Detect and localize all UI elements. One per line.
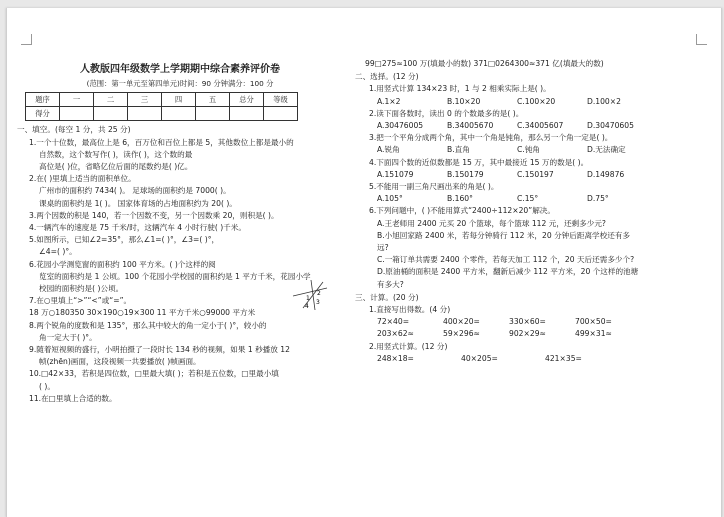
exam-page xyxy=(6,8,722,517)
answer-option[interactable]: A.1×2 xyxy=(377,96,401,106)
calc-item: 499×31≈ xyxy=(575,329,612,339)
answer-option[interactable]: A.151079 xyxy=(377,169,414,179)
question-line: ∠4=( )°。 xyxy=(39,247,77,257)
score-header-cell: 四 xyxy=(162,93,196,107)
question-line: 7.在○里填上“>”“<”或“=”。 xyxy=(29,296,132,306)
question-line: 6.下列问题中，( )不能用算式“2400÷112×20”解决。 xyxy=(369,206,555,216)
crop-mark xyxy=(696,34,707,45)
question-line: 5.如图所示，已知∠2=35°，那么∠1=( )°，∠3=( )°， xyxy=(29,235,220,245)
score-cell[interactable] xyxy=(162,107,196,121)
question-line: C.一箱订单共需要 2400 个零件，若每天加工 112 个，20 天后还需多少个? xyxy=(377,255,635,265)
answer-option[interactable]: B.10×20 xyxy=(447,96,481,106)
question-line: D.原油桶的面积是 2400 平方米，翻新后减少 112 平方米，20 个这样的池塘 xyxy=(377,267,639,277)
question-line: 2.读下面各数时，读出 0 的个数最多的是( )。 xyxy=(369,108,524,118)
question-line: 4.一辆汽车的速度是 75 千米/时，这辆汽车 4 小时行驶( )千米。 xyxy=(29,223,246,233)
answer-options xyxy=(355,120,685,132)
answer-options xyxy=(355,193,685,205)
calc-item: 400×20= xyxy=(443,317,480,327)
crop-mark xyxy=(21,34,32,45)
score-cell[interactable] xyxy=(230,107,264,121)
question-line: 2.用竖式计算。(12 分) xyxy=(369,341,448,351)
question-line: B.小旭回家路 2400 米，若每分钟骑行 112 米，20 分钟后距离学校还有多 xyxy=(377,230,631,240)
calc-item: 72×40= xyxy=(377,317,410,327)
answer-option[interactable]: A.105° xyxy=(377,194,403,204)
question-line: 帧(zhēn)画面，这段视频一共要播放( )帧画面。 xyxy=(39,357,201,367)
calc-item: 330×60= xyxy=(509,317,546,327)
answer-option[interactable]: C.34005607 xyxy=(517,121,564,131)
question-line: 11.在□里填上合适的数。 xyxy=(29,393,117,403)
question-line: 课桌的面积约是 1( )。 国家体育场的占地面积约为 20( )。 xyxy=(39,198,237,208)
score-cell[interactable] xyxy=(264,107,298,121)
left-column xyxy=(17,56,343,405)
score-cell[interactable] xyxy=(128,107,162,121)
answer-option[interactable]: B.160° xyxy=(447,194,473,204)
calc-item: 700×50= xyxy=(575,317,612,327)
section-heading: 一、填空。(每空 1 分，共 25 分) xyxy=(17,125,131,135)
answer-option[interactable]: B.34005670 xyxy=(447,121,494,131)
score-table xyxy=(25,92,298,121)
score-cell[interactable] xyxy=(196,107,230,121)
calc-item: 421×35= xyxy=(545,353,582,363)
question-line: 8.两个锐角的度数和是 135°，那么其中较大的角一定小于( )°，较小的 xyxy=(29,320,267,330)
answer-options xyxy=(355,169,685,181)
question-line: 10.□42×33，若积是四位数，□里最大填( )；若积是五位数，□里最小填 xyxy=(29,369,279,379)
question-line: 高位是( )位，省略亿位后面的尾数约是( )亿。 xyxy=(39,162,193,172)
question-line: 3.把一个平角分成两个角，其中一个角是钝角，那么另一个角一定是( )。 xyxy=(369,133,613,143)
calc-item: 248×18= xyxy=(377,353,414,363)
question-line: 1.用竖式计算 134×23 时，1 与 2 相乘实际上是( )。 xyxy=(369,84,551,94)
score-row xyxy=(26,107,298,121)
answer-option[interactable]: D.无法确定 xyxy=(587,145,626,155)
section-heading: 三、计算。(20 分) xyxy=(355,292,419,302)
page-subtitle: (范围：第一单元至第四单元)时间：90 分钟满分：100 分 xyxy=(86,79,274,89)
angle-label: 1 xyxy=(306,295,310,302)
calc-item: 59×296≈ xyxy=(443,329,480,339)
question-line: 99□275≈100 万(填最小的数) 371□0264300≈371 亿(填最大的数) xyxy=(365,59,604,68)
answer-option[interactable]: C.150197 xyxy=(517,169,554,179)
answer-option[interactable]: D.75° xyxy=(587,194,609,204)
score-header-cell: 总分 xyxy=(230,93,264,107)
answer-option[interactable]: D.30470605 xyxy=(587,121,634,131)
answer-option[interactable]: A.30476005 xyxy=(377,121,424,131)
question-line: 角一定大于( )°。 xyxy=(39,332,97,342)
answer-options xyxy=(355,144,685,156)
right-column xyxy=(355,58,685,365)
question-line: 自然数，这个数写作( )，读作( )，这个数的最 xyxy=(39,149,193,159)
answer-option[interactable]: B.直角 xyxy=(447,145,470,155)
angle-label: 4 xyxy=(305,303,309,310)
answer-option[interactable]: D.149876 xyxy=(587,169,625,179)
calc-row xyxy=(355,328,685,340)
section-heading: 二、选择。(12 分) xyxy=(355,72,419,82)
question-line: 9.随着短视频的盛行，小明拍摄了一段时长 134 秒的视频，如果 1 秒播放 12 xyxy=(29,345,290,355)
score-header-cell: 题序 xyxy=(26,93,60,107)
page-title: 人教版四年级数学上学期期中综合素养评价卷 xyxy=(80,64,280,75)
angle-label: 3 xyxy=(316,299,320,306)
answer-option[interactable]: D.100×2 xyxy=(587,96,621,106)
answer-option[interactable]: C.钝角 xyxy=(517,145,540,155)
calc-row xyxy=(355,353,685,365)
question-line: 广州市的面积约 7434( )。 足球场的面积约是 7000( )。 xyxy=(39,186,231,196)
question-line: 1.直接写出得数。(4 分) xyxy=(369,305,451,315)
score-row-label: 得分 xyxy=(26,107,60,121)
question-line: ( )。 xyxy=(39,381,55,391)
question-line: 18 万○180350 30×190○19×300 11 平方千米○99000 平方米 xyxy=(29,308,256,318)
answer-options xyxy=(355,96,685,108)
question-line: 校园的面积约是( )公顷。 xyxy=(39,284,124,294)
score-header-cell: 三 xyxy=(128,93,162,107)
answer-option[interactable]: C.100×20 xyxy=(517,96,556,106)
score-header-cell: 二 xyxy=(94,93,128,107)
answer-option[interactable]: C.15° xyxy=(517,194,539,204)
question-line: 4.下面四个数的近似数都是 15 万，其中最接近 15 万的数是( )。 xyxy=(369,157,589,167)
score-header-cell: 一 xyxy=(60,93,94,107)
score-cell[interactable] xyxy=(60,107,94,121)
question-line: 2.在( )里填上适当的面积单位。 xyxy=(29,174,136,184)
right-question-list xyxy=(355,71,685,365)
calc-item: 902×29≈ xyxy=(509,329,546,339)
answer-option[interactable]: A.锐角 xyxy=(377,145,400,155)
question-line: 5.不能用一副三角尺画出来的角是( )。 xyxy=(369,182,499,192)
question-line: 1.一个十位数，最高位上是 6，百万位和百位上都是 5，其他数位上都是最小的 xyxy=(29,137,294,147)
calc-item: 203×62≈ xyxy=(377,329,414,339)
score-header-cell: 等级 xyxy=(264,93,298,107)
question-line: 3.两个因数的积是 140，若一个因数不变，另一个因数乘 20，则积是( )。 xyxy=(29,210,279,220)
score-header-row xyxy=(26,93,298,107)
calc-item: 40×205= xyxy=(461,353,498,363)
angle-label: 2 xyxy=(317,290,321,297)
question-line: A.王老师用 2400 元买 20 个篮球，每个篮球 112 元，还剩多少元? xyxy=(377,218,606,228)
question-line: 6.花园小学测览窗的面积约 100 平方米。( )个这样的阅 xyxy=(29,259,216,269)
question-line: 览室的面积约是 1 公顷。100 个花园小学校园的面积约是 1 平方千米，花园小学 xyxy=(39,271,311,281)
calc-row xyxy=(355,316,685,328)
question-line: 有多大? xyxy=(377,279,404,289)
score-cell[interactable] xyxy=(94,107,128,121)
answer-option[interactable]: B.150179 xyxy=(447,169,484,179)
question-line: 远? xyxy=(377,243,389,253)
score-header-cell: 五 xyxy=(196,93,230,107)
left-question-list xyxy=(17,124,343,405)
angle-figure xyxy=(289,278,329,312)
